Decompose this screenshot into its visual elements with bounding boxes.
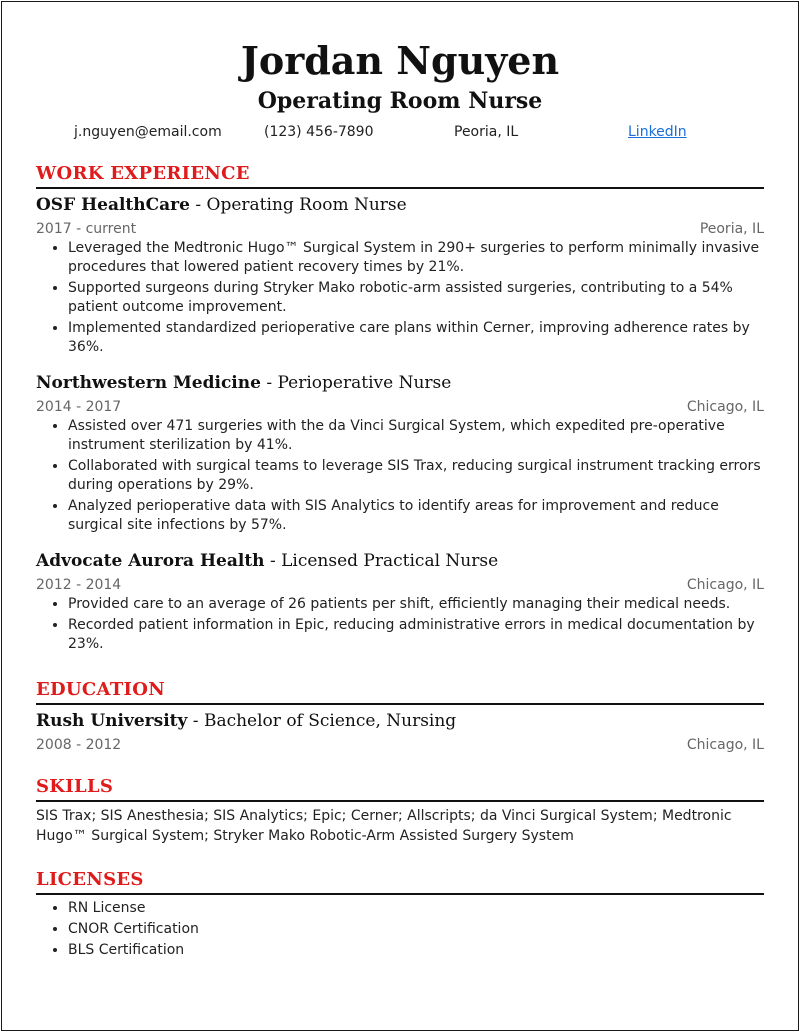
contact-location: Peoria, IL (454, 124, 519, 140)
job-location: Chicago, IL (686, 399, 764, 415)
education-heading (36, 709, 764, 733)
resume-page (1, 1, 799, 1031)
section-skills: SKILLS (36, 775, 764, 802)
job-bullets (36, 595, 764, 654)
job-bullets (36, 239, 764, 357)
contact-email: j.nguyen@email.com (74, 124, 222, 140)
list-item: • Supported surgeons during Stryker Mako robotic-arm assisted surgeries, contributing to a 54% patient outcome improvement. (68, 279, 764, 317)
section-education: EDUCATION (36, 678, 764, 705)
job-org: Advocate Aurora Health (36, 551, 265, 571)
job-dates: 2017 - current (36, 221, 137, 237)
education-separator: - (192, 711, 199, 731)
job-meta (36, 397, 764, 417)
job-role: Perioperative Nurse (277, 373, 452, 393)
education-location: Chicago, IL (686, 737, 764, 753)
list-item: • Implemented standardized perioperative care plans within Cerner, improving adherence rates by 36%. (68, 319, 764, 357)
job-separator: - (195, 195, 202, 215)
list-item: • BLS Certification (68, 941, 764, 960)
education-org: Rush University (36, 711, 188, 731)
linkedin-link[interactable]: LinkedIn (628, 124, 687, 140)
job-meta (36, 219, 764, 239)
list-item: • Leveraged the Medtronic Hugo™ Surgical System in 290+ surgeries to perform minimally invasive procedures that lowered patient recovery times by 21%. (68, 239, 764, 277)
job-entry (36, 371, 764, 535)
contact-row (36, 122, 764, 142)
job-heading (36, 193, 764, 217)
job-bullets (36, 417, 764, 535)
contact-phone: (123) 456-7890 (264, 124, 374, 140)
education-degree: Bachelor of Science, Nursing (203, 711, 457, 731)
job-heading (36, 549, 764, 573)
job-entry (36, 193, 764, 357)
job-location: Peoria, IL (699, 221, 764, 237)
job-separator: - (266, 373, 273, 393)
job-org: OSF HealthCare (36, 195, 190, 215)
candidate-name: Jordan Nguyen (240, 38, 560, 83)
education-entry (36, 709, 764, 755)
job-role: Licensed Practical Nurse (281, 551, 499, 571)
job-entry (36, 549, 764, 654)
job-meta (36, 575, 764, 595)
candidate-title: Operating Room Nurse (257, 88, 543, 114)
section-work-experience: WORK EXPERIENCE (36, 162, 764, 189)
job-location: Chicago, IL (686, 577, 764, 593)
job-dates: 2012 - 2014 (36, 577, 122, 593)
list-item: • Assisted over 471 surgeries with the da Vinci Surgical System, which expedited pre-operative instrument sterilization by 41%. (68, 417, 764, 455)
job-heading (36, 371, 764, 395)
job-separator: - (269, 551, 276, 571)
education-dates: 2008 - 2012 (36, 737, 122, 753)
job-org: Northwestern Medicine (36, 373, 261, 393)
list-item: • RN License (68, 899, 764, 918)
list-item: • Provided care to an average of 26 patients per shift, efficiently managing their medical needs. (68, 595, 764, 614)
list-item: • Analyzed perioperative data with SIS Analytics to identify areas for improvement and reduce surgical site infections by 57%. (68, 497, 764, 535)
list-item: • CNOR Certification (68, 920, 764, 939)
job-role: Operating Room Nurse (206, 195, 407, 215)
education-meta (36, 735, 764, 755)
licenses-list (36, 899, 764, 960)
job-dates: 2014 - 2017 (36, 399, 122, 415)
list-item: • Collaborated with surgical teams to leverage SIS Trax, reducing surgical instrument tracking errors during operations by 29%. (68, 457, 764, 495)
list-item: • Recorded patient information in Epic, reducing administrative errors in medical documentation by 23%. (68, 616, 764, 654)
section-licenses: LICENSES (36, 868, 764, 895)
skills-list: SIS Trax; SIS Anesthesia; SIS Analytics; Epic; Cerner; Allscripts; da Vinci Surgical System; Medtronic Hugo™ Surgical System; Stryker Mako Robotic-Arm Assisted Surgery System (36, 808, 732, 844)
